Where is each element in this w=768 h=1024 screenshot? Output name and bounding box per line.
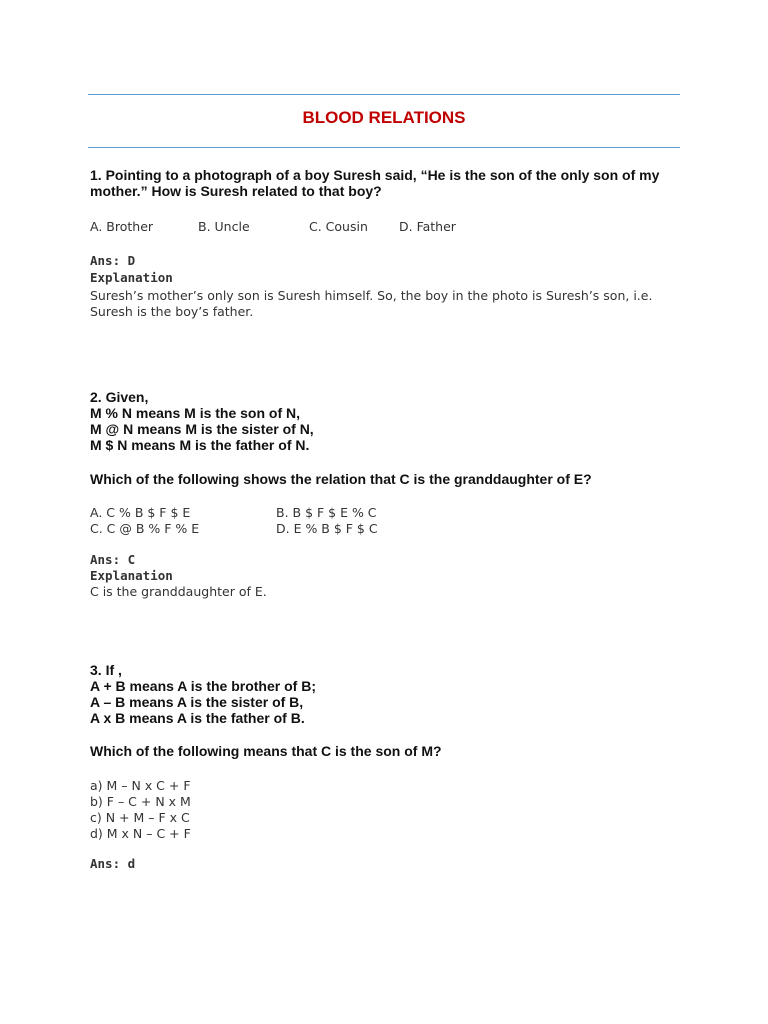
q2-option-b: B. B $ F $ E % C bbox=[276, 505, 377, 520]
q3-definition-line: 3. If , bbox=[90, 662, 122, 678]
q1-explanation-line: Suresh’s mother’s only son is Suresh himself. So, the boy in the photo is Suresh’s son, i.e. bbox=[90, 288, 653, 303]
q2-explanation-text: C is the granddaughter of E. bbox=[90, 584, 267, 599]
q1-question-line: 1. Pointing to a photograph of a boy Suresh said, “He is the son of the only son of my bbox=[90, 167, 660, 183]
q3-options bbox=[90, 778, 191, 842]
title-divider bbox=[88, 147, 680, 148]
q1-answer: Ans: D bbox=[90, 253, 136, 268]
q2-question: Which of the following shows the relation that C is the granddaughter of E? bbox=[90, 471, 592, 487]
page-title: BLOOD RELATIONS bbox=[302, 108, 466, 127]
q2-answer: Ans: C bbox=[90, 552, 136, 567]
q3-definition-line: A x B means A is the father of B. bbox=[90, 710, 305, 726]
q2-option-a: A. C % B $ F $ E bbox=[90, 505, 191, 520]
q1-option-d: D. Father bbox=[399, 219, 456, 234]
q2-given-line: 2. Given, bbox=[90, 389, 149, 405]
q2-given-line: M $ N means M is the father of N. bbox=[90, 437, 310, 453]
q3-answer: Ans: d bbox=[90, 856, 136, 871]
q2-option-d: D. E % B $ F $ C bbox=[276, 521, 378, 536]
q3-definition-line: A – B means A is the sister of B, bbox=[90, 694, 304, 710]
q2-given-line: M @ N means M is the sister of N, bbox=[90, 421, 314, 437]
q1-explanation-label: Explanation bbox=[90, 270, 173, 285]
q2-given-line: M % N means M is the son of N, bbox=[90, 405, 301, 421]
q1-explanation-line: Suresh is the boy’s father. bbox=[90, 304, 254, 319]
top-divider bbox=[88, 94, 680, 95]
q1-option-a: A. Brother bbox=[90, 219, 154, 234]
q2-option-c: C. C @ B % F % E bbox=[90, 521, 200, 536]
q3-option-b: b) F – C + N x M bbox=[90, 794, 191, 809]
q1-question bbox=[90, 167, 670, 199]
q1-explanation-text bbox=[90, 288, 652, 320]
q1-option-c: C. Cousin bbox=[309, 219, 368, 234]
q3-definitions bbox=[90, 662, 670, 726]
q1-question-line: mother.” How is Suresh related to that boy? bbox=[90, 183, 382, 199]
q3-question: Which of the following means that C is the son of M? bbox=[90, 743, 442, 759]
q3-definition-line: A + B means A is the brother of B; bbox=[90, 678, 316, 694]
q2-explanation-label: Explanation bbox=[90, 568, 173, 583]
q2-given bbox=[90, 389, 670, 453]
q3-option-a: a) M – N x C + F bbox=[90, 778, 191, 793]
q3-option-c: c) N + M – F x C bbox=[90, 810, 190, 825]
q1-option-b: B. Uncle bbox=[198, 219, 250, 234]
q3-option-d: d) M x N – C + F bbox=[90, 826, 191, 841]
